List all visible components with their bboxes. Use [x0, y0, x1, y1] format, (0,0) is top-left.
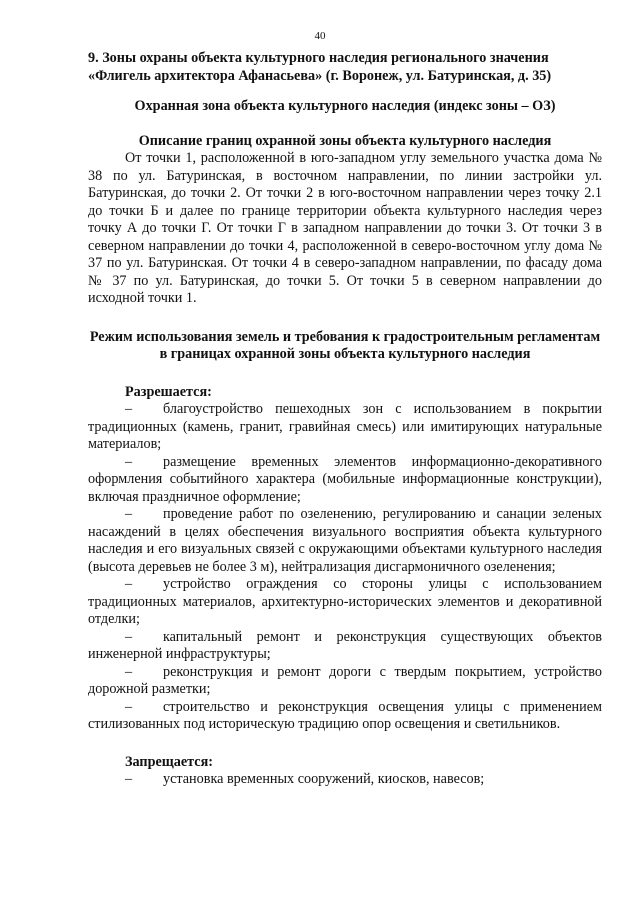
page-content	[88, 50, 602, 789]
dash-marker: –	[125, 576, 133, 592]
list-item	[88, 506, 602, 576]
list-item	[88, 664, 602, 699]
list-item-text: проведение работ по озеленению, регулированию и санации зеленых насаждений в целях обеспечения визуального восприятия объекта культурного наследия и его визуальных связей с окружающими объектами культурного наследия (высота деревьев не более 3 м), нейтрализация дисгармоничного озеленения;	[88, 506, 602, 575]
page-number: 40	[314, 30, 326, 42]
regime-heading: Режим использования земель и требования к градостроительным регламентам в границах охранной зоны объекта культурного наследия	[89, 328, 601, 362]
dash-marker: –	[125, 453, 133, 470]
dash-marker: –	[125, 506, 133, 522]
list-item-text: устройство ограждения со стороны улицы с использованием традиционных материалов, архитектурно-исторических элементов и декоративной отделки;	[88, 576, 602, 627]
dash-marker: –	[125, 628, 133, 645]
allowed-heading: Разрешается:	[125, 383, 212, 400]
forbidden-heading: Запрещается:	[125, 753, 213, 770]
dash-marker: –	[125, 663, 133, 680]
forbidden-list	[88, 771, 602, 789]
list-item-text: строительство и реконструкция освещения улицы с применением стилизованных под историческую традицию опор освещения и светильников.	[88, 698, 602, 732]
list-item	[88, 576, 602, 629]
section-title	[88, 50, 602, 85]
dash-marker: –	[125, 401, 133, 417]
list-item	[88, 454, 602, 507]
zone-title: Охранная зона объекта культурного наследия (индекс зоны – ОЗ)	[134, 98, 556, 114]
dash-marker: –	[125, 771, 133, 787]
list-item-text: размещение временных элементов информационно-декоративного оформления событийного характера (мобильные информационные конструкции), включая праздничное оформление;	[88, 453, 602, 505]
dash-marker: –	[125, 698, 133, 715]
list-item-text: капитальный ремонт и реконструкция существующих объектов инженерной инфраструктуры;	[88, 628, 602, 662]
section-title-line-2: «Флигель архитектора Афанасьева» (г. Воронеж, ул. Батуринская, д. 35)	[88, 67, 552, 84]
description-heading: Описание границ охранной зоны объекта культурного наследия	[138, 132, 552, 149]
list-item-text: благоустройство пешеходных зон с использованием в покрытии традиционных (камень, гранит, гравийная смесь) или имитирующих натуральные материалов;	[88, 401, 602, 452]
section-title-line-1: 9. Зоны охраны объекта культурного наследия регионального значения	[88, 50, 549, 66]
list-item	[88, 629, 602, 664]
list-item-text: установка временных сооружений, киосков, навесов;	[163, 771, 485, 787]
list-item-text: реконструкция и ремонт дороги с твердым покрытием, устройство дорожной разметки;	[88, 663, 602, 697]
list-item	[88, 771, 602, 789]
list-item	[88, 699, 602, 734]
list-item	[88, 401, 602, 454]
allowed-list	[88, 401, 602, 734]
description-text: От точки 1, расположенной в юго-западном углу земельного участка дома № 38 по ул. Батуринская, в восточном направлении, по линии застройки ул. Батуринская, до точки 2. От точки 2 в юго-восточном направлении через точку 2.1 до точки Б и далее по границе территории объекта культурного наследия через точку А до точки Г. От точки Г в западном направлении до точки 3. От точки 3 в северном направлении до точки 4, расположенной в северо-восточном углу дома № 37 по ул. Батуринская. От точки 4 в северо-западном направлении, по фасаду дома № 37 по ул. Батуринская, до точки 5. От точки 5 в северном направлении до исходной точки 1.	[88, 150, 602, 306]
